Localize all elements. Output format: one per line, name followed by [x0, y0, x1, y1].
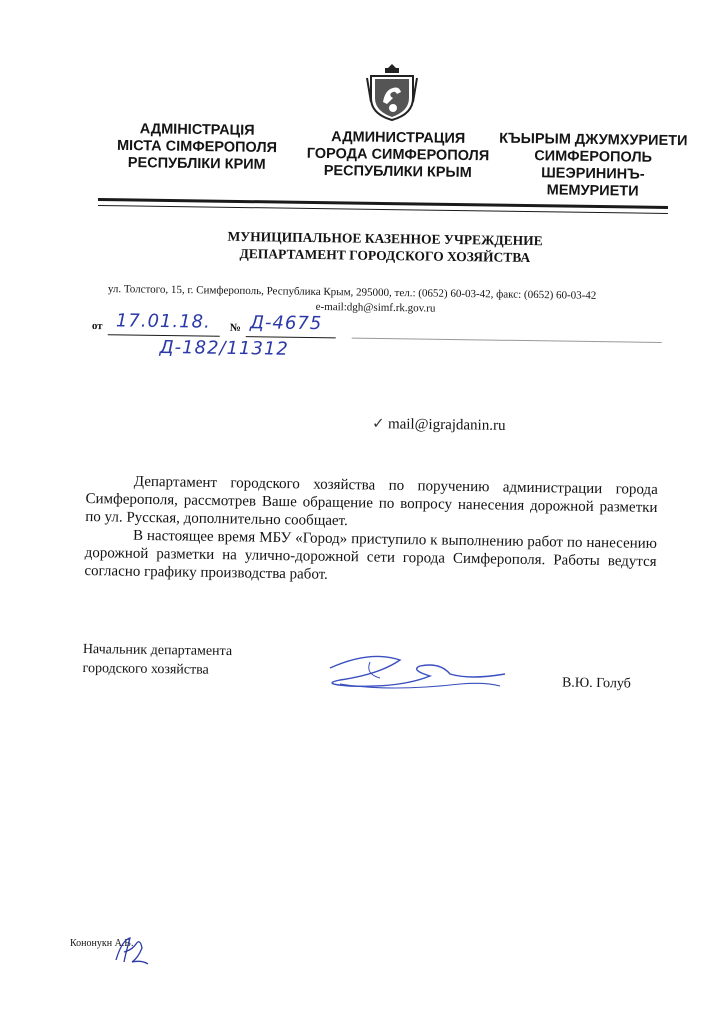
institution-email: e-mail:dgh@simf.rk.gov.ru	[315, 300, 436, 315]
body-paragraph: Департамент городского хозяйства по поручению администрации города Симферополя, рассмотрев Ваше обращение по вопросу нанесения дорожной разметки по ул. Русская, дополнительно сообщает.	[85, 473, 658, 530]
signatory-title	[82, 640, 232, 680]
header-crimean-tatar	[498, 131, 689, 202]
header-crh-line: СИМФЕРОПОЛЬ	[534, 148, 653, 166]
handwritten-reference: Д-182/11312	[159, 336, 289, 360]
handwritten-date: 17.01.18.	[115, 310, 211, 333]
header-crh-line: КЪЫРЫМ ДЖУМХУРИЕТИ	[499, 130, 688, 150]
institution-line: МУНИЦИПАЛЬНОЕ КАЗЕННОЕ УЧРЕЖДЕНИЕ	[227, 228, 543, 249]
institution-line: ДЕПАРТАМЕНТ ГОРОДСКОГО ХОЗЯЙСТВА	[239, 245, 531, 266]
crimea-coat-of-arms-icon	[363, 62, 421, 122]
header-crh-line: МЕМУРИЕТИ	[546, 182, 639, 200]
check-mark-icon: ✓	[371, 416, 385, 433]
header-crh-line: ШЕЭРИНИНЪ-	[541, 165, 645, 183]
handwritten-number: Д-4675	[249, 312, 323, 335]
date-label: от	[91, 319, 103, 333]
body-paragraph: В настоящее время МБУ «Город» приступило к выполнению работ по нанесению дорожной разметки на улично-дорожной сети города Симферополя. Работы ведутся согласно графику производства работ.	[84, 527, 658, 583]
header-ru-line: РЕСПУБЛИКИ КРЫМ	[323, 162, 472, 182]
signatory-name: В.Ю. Голуб	[561, 675, 631, 692]
handwritten-initials	[112, 934, 152, 966]
recipient	[372, 414, 506, 435]
registration-block	[91, 310, 672, 374]
address-line: ул. Толстого, 15, г. Симферополь, Республика Крым, 295000, тел.: (0652) 60-03-42, факс: (0652) 60-03-42	[107, 282, 597, 302]
signatory-title-line: городского хозяйства	[82, 660, 209, 678]
header-ru-line: ГОРОДА СИМФЕРОПОЛЯ	[306, 145, 490, 165]
signatory-title-line: Начальник департамента	[82, 641, 233, 660]
header-ua-line: РЕСПУБЛІКИ КРИМ	[127, 155, 266, 173]
number-label: №	[229, 321, 241, 335]
header-ua-line: АДМІНІСТРАЦІЯ	[139, 121, 255, 139]
header-ua-line: МІСТА СІМФЕРОПОЛЯ	[116, 137, 278, 157]
header-ukrainian	[112, 121, 283, 174]
executor-name: Кононукн А.В.	[70, 938, 134, 949]
handwritten-signature	[310, 640, 510, 700]
recipient-email: mail@igrajdanin.ru	[387, 416, 506, 434]
institution-name	[160, 227, 610, 267]
header-russian	[298, 129, 499, 183]
reference-line	[352, 338, 662, 343]
header-ru-line: АДМИНИСТРАЦИЯ	[331, 129, 466, 147]
letter-body	[84, 472, 658, 589]
